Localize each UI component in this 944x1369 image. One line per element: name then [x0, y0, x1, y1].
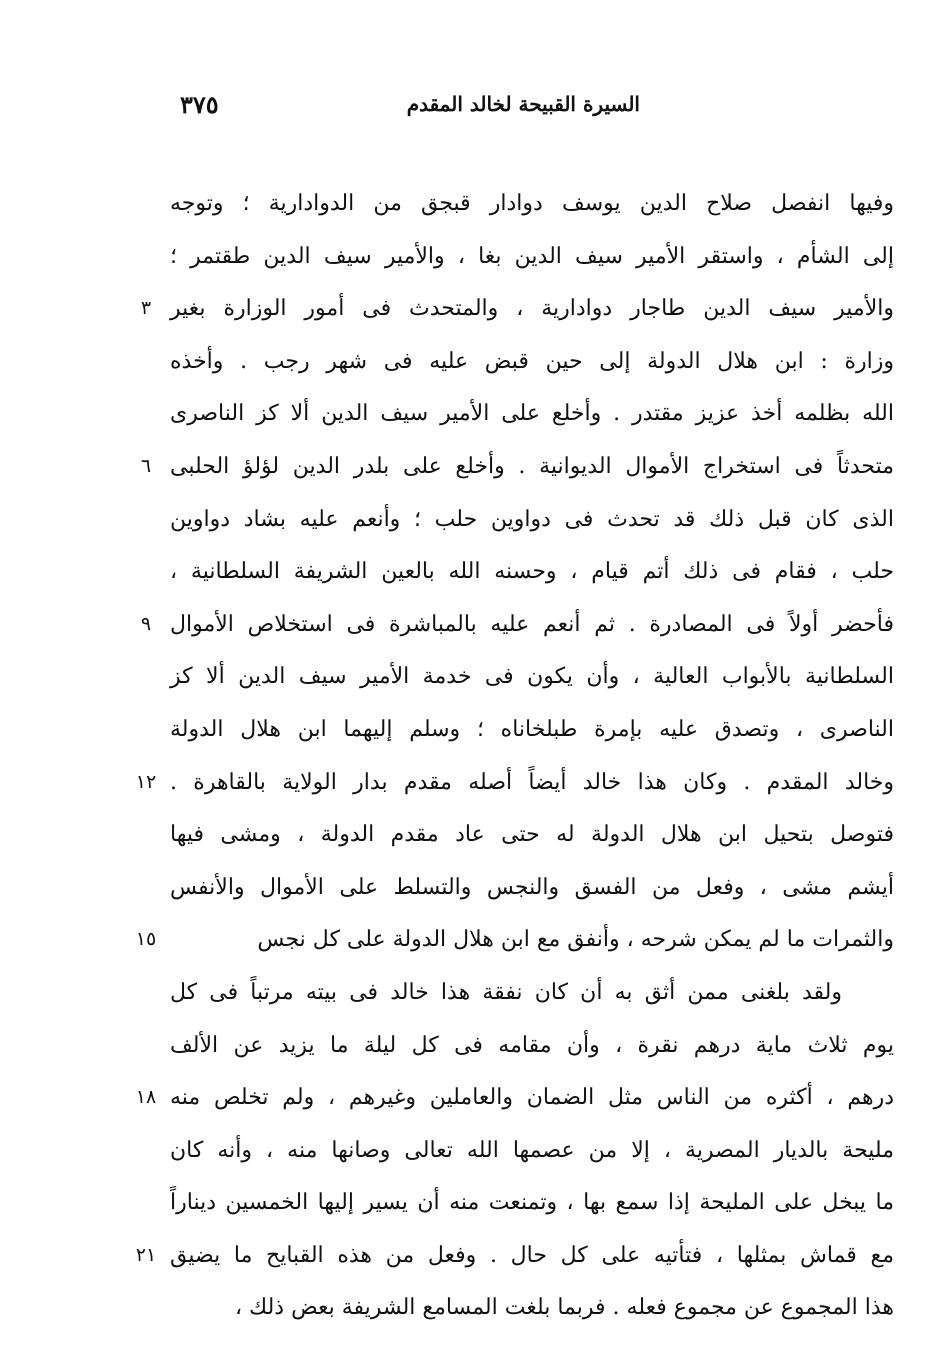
margin-line-number: ١٥ [135, 928, 157, 951]
text-line: السلطانية بالأبواب العالية ، وأن يكون فى خدمة الأمير سيف الدين ألا كز [170, 664, 894, 690]
text-line: فتوصل بتحيل ابن هلال الدولة له حتى عاد مقدم الدولة ، ومشى فيها [170, 822, 894, 848]
text-line: مع قماش بمثلها ، فتأتيه على كل حال . وفعل من هذه القبايح ما يضيق [170, 1242, 894, 1268]
text-line: والثمرات ما لم يمكن شرحه ، وأنفق مع ابن هلال الدولة على كل نجس [257, 927, 894, 953]
text-line: وفيها انفصل صلاح الدين يوسف دوادار قبجق من الدوادارية ؛ وتوجه [170, 191, 894, 216]
margin-line-number: ٦ [140, 455, 152, 477]
text-line: ولقد بلغنى ممن أثق به أن كان نفقة هذا خالد فى بيته مرتباً فى كل [170, 979, 842, 1005]
text-line: هذا المجموع عن مجموع فعله . فربما بلغت المسامع الشريفة بعض ذلك ، [234, 1295, 894, 1321]
text-line: والأمير سيف الدين طاجار دوادارية ، والمتحدث فى أمور الوزارة بغير [170, 296, 894, 322]
text-line: الله بظلمه أخذ عزيز مقتدر . وأخلع على الأمير سيف الدين ألا كز الناصرى [170, 401, 894, 427]
text-line: حلب ، فقام فى ذلك أتم قيام ، وحسنه الله بالعين الشريفة السلطانية ، [170, 559, 894, 585]
text-line: وزارة : ابن هلال الدولة إلى حين قبض عليه فى شهر رجب . وأخذه [170, 348, 894, 374]
margin-line-number: ١٨ [135, 1086, 157, 1109]
margin-line-number: ٣ [140, 297, 152, 320]
text-line: مليحة بالديار المصرية ، إلا من عصمها الله تعالى وصانها منه ، وأنه كان [170, 1137, 894, 1163]
text-line: درهم ، أكثره من الناس مثل الضمان والعاملين وغيرهم ، ولم تخلص منه [170, 1085, 894, 1111]
page-header [140, 92, 800, 126]
text-line: وخالد المقدم . وكان هذا خالد أيضاً أصله مقدم بدار الولاية بالقاهرة . [170, 769, 894, 795]
page-title: السيرة القبيحة لخالد المقدم [406, 92, 640, 116]
page-number: ٣٧٥ [180, 90, 219, 119]
text-line: يوم ثلاث ماية درهم نقرة ، وأن مقامه فى كل ليلة ما يزيد عن الألف [170, 1032, 894, 1058]
margin-line-number: ٩ [140, 612, 152, 635]
text-line: إلى الشأم ، واستقر الأمير سيف الدين بغا ، والأمير سيف الدين طقتمر ؛ [170, 243, 894, 269]
text-line: الذى كان قبل ذلك قد تحدث فى دواوين حلب ؛ وأنعم عليه بشاد دواوين [170, 506, 894, 532]
body-text [170, 178, 894, 1335]
text-line: فأحضر أولاً فى المصادرة . ثم أنعم عليه بالمباشرة فى استخلاص الأموال [170, 611, 894, 637]
margin-line-number: ١٢ [135, 770, 157, 793]
text-line: أيشم مشى ، وفعل من الفسق والنجس والتسلط على الأموال والأنفس [170, 874, 894, 900]
text-line: ما يبخل على المليحة إذا سمع بها ، وتمنعت منه أن يسير إليها الخمسين ديناراً [170, 1190, 894, 1216]
text-line: الناصرى ، وتصدق عليه بإمرة طبلخاناه ؛ وسلم إليهما ابن هلال الدولة [170, 716, 894, 742]
text-line: متحدثاً فى استخراج الأموال الديوانية . وأخلع على بلدر الدين لؤلؤ الحلبى [170, 453, 894, 479]
margin-line-number: ٢١ [135, 1244, 157, 1266]
